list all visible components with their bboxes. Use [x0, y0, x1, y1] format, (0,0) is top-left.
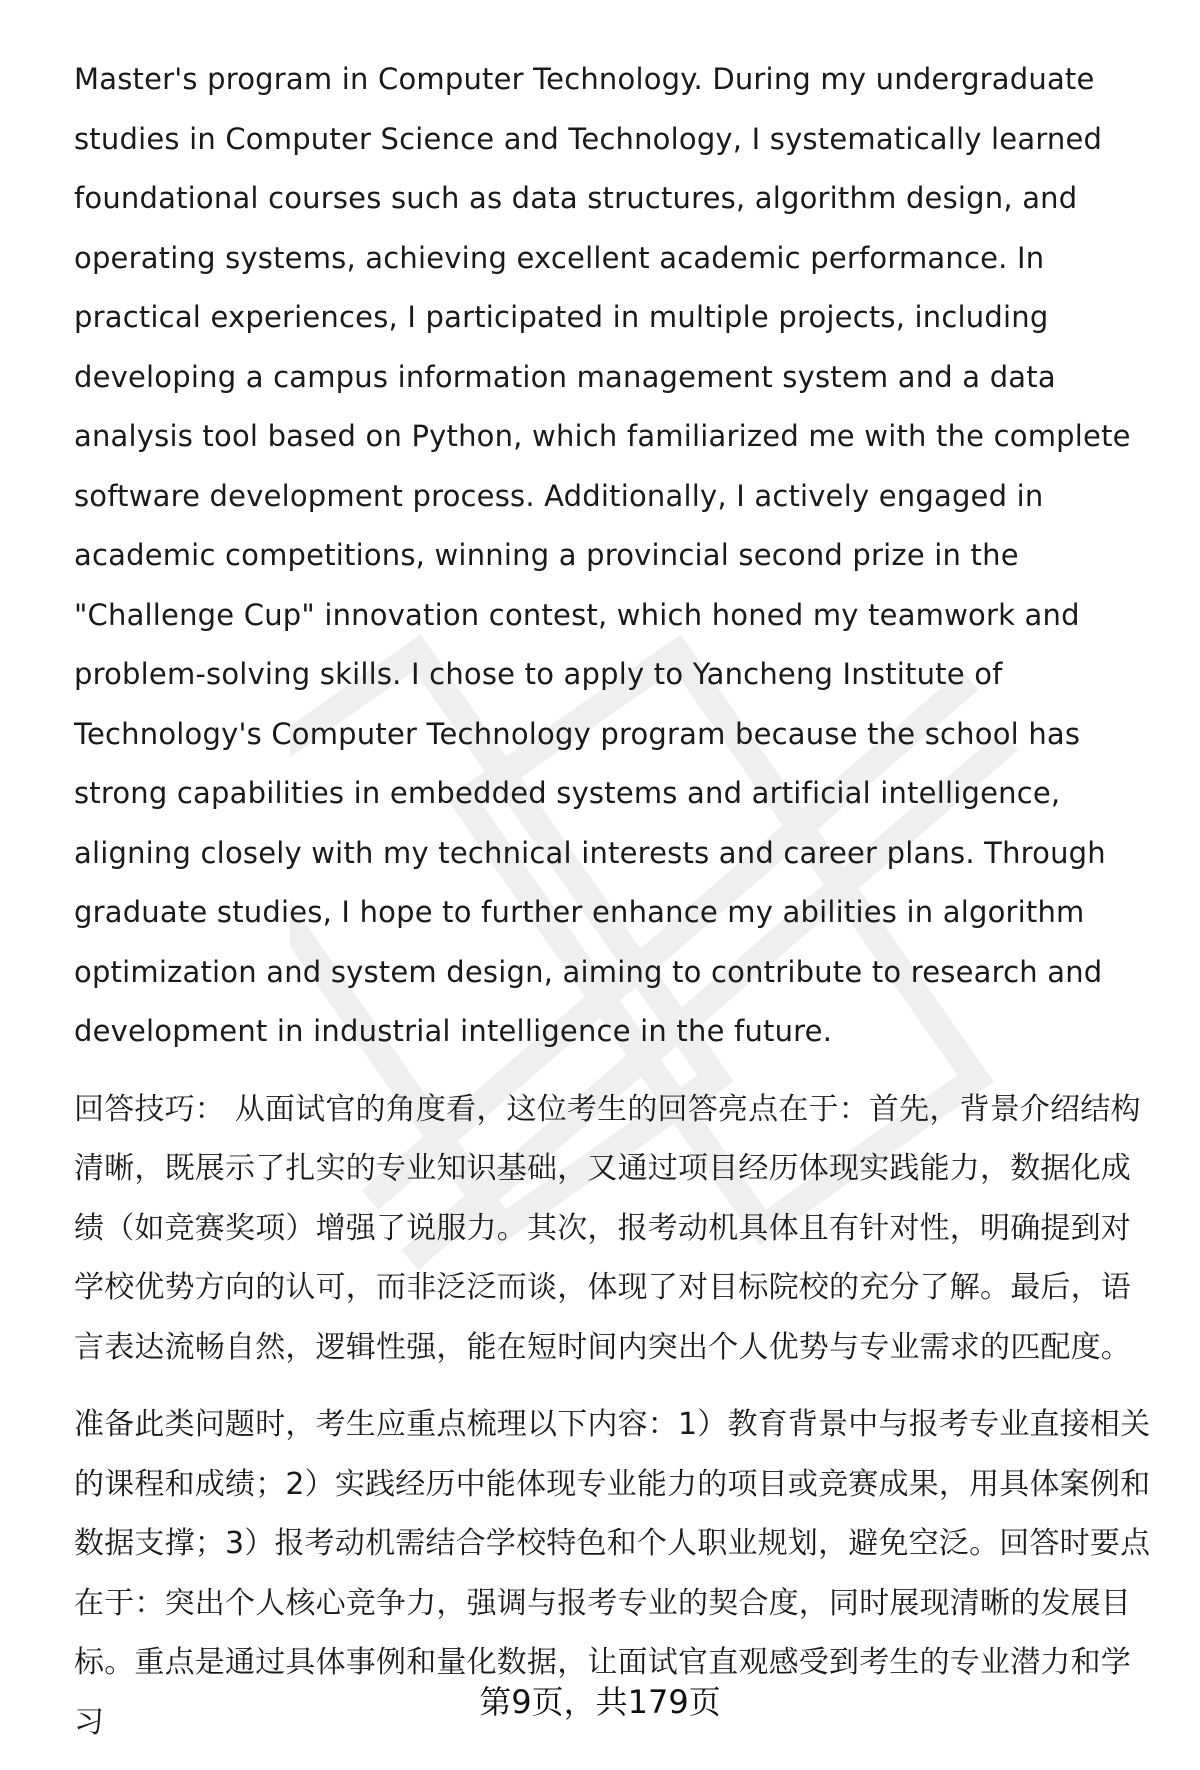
preparation-paragraph: 准备此类问题时，考生应重点梳理以下内容：1）教育背景中与报考专业直接相关的课程和成绩；2）实践经历中能体现专业能力的项目或竞赛成果，用具体案例和数据支撑；3）报考动机需结合学校特色和个人职业规划，避免空泛。回答时要点在于：突出个人核心竞争力，强调与报考专业的契合度，同时展现清晰的发展目标。重点是通过具体事例和量化数据，让面试官直观感受到考生的专业潜力和学习 — [74, 1407, 1151, 1740]
document-body — [74, 50, 1154, 1770]
answer-paragraph: Master's program in Computer Technology. During my undergraduate studies in Computer Science and Technology, I systematically learned foundational courses such as data structures, algorithm design, and operating systems, achieving excellent academic performance. In practical experiences, I participated in multiple projects, including developing a campus information management system and a data analysis tool based on Python, which familiarized me with the complete software development process. Additionally, I actively engaged in academic competitions, winning a provincial second prize in the "Challenge Cup" innovation contest, which honed my teamwork and problem-solving skills. I chose to apply to Yancheng Institute of Technology's Computer Technology program because the school has strong capabilities in embedded systems and artificial intelligence, aligning closely with my technical interests and career plans. Through graduate studies, I hope to further enhance my abilities in algorithm optimization and system design, aiming to contribute to research and development in industrial intelligence in the future. — [74, 62, 1141, 1048]
page-number: 第9页，共179页 — [479, 1683, 721, 1721]
answer-tips-paragraph: 回答技巧： 从面试官的角度看，这位考生的回答亮点在于：首先，背景介绍结构清晰，既展示了扎实的专业知识基础，又通过项目经历体现实践能力，数据化成绩（如竞赛奖项）增强了说服力。其次，报考动机具体且有针对性，明确提到对学校优势方向的认可，而非泛泛而谈，体现了对目标院校的充分了解。最后，语言表达流畅自然，逻辑性强，能在短时间内突出个人优势与专业需求的匹配度。 — [74, 1091, 1141, 1365]
